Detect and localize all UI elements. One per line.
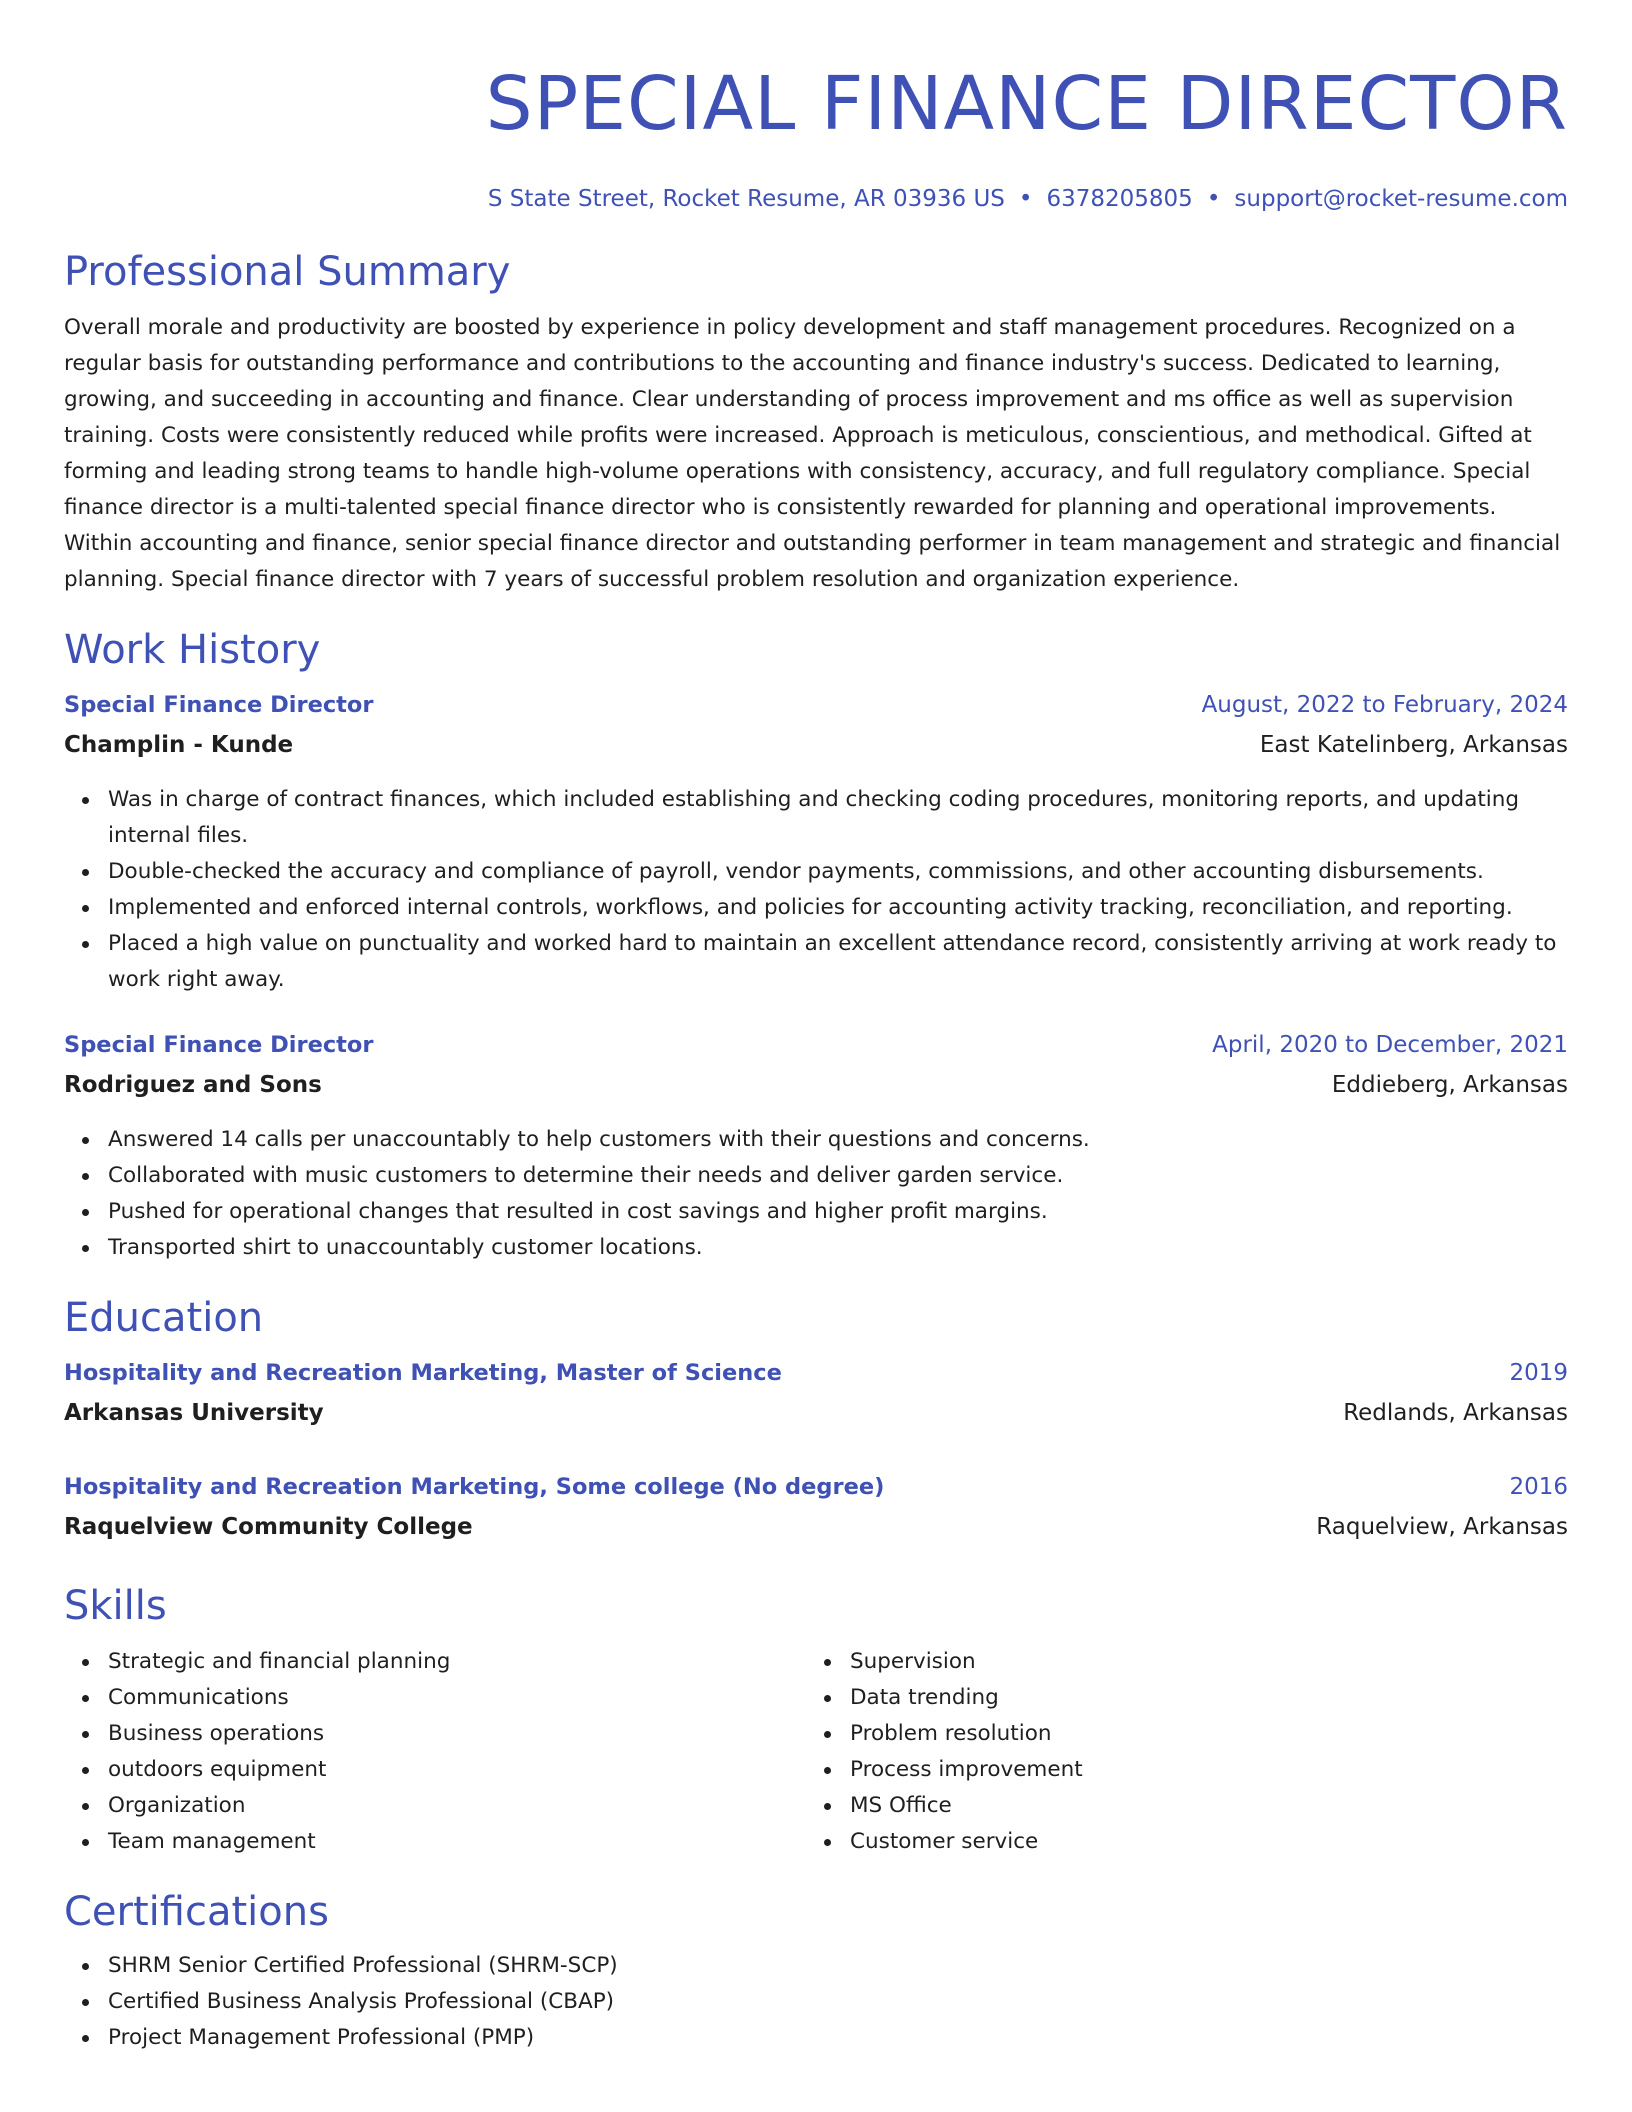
skills-column-left xyxy=(64,1644,806,1860)
job-employer-row xyxy=(64,1072,1568,1112)
education-school-row xyxy=(64,1514,1568,1554)
skill-item: Team management xyxy=(108,1824,806,1860)
skill-item: Customer service xyxy=(850,1824,1406,1860)
job-header-row xyxy=(64,1032,1568,1072)
skills-list-right xyxy=(806,1644,1406,1860)
education-school: Arkansas University xyxy=(64,1400,324,1426)
job-employer: Champlin - Kunde xyxy=(64,732,294,758)
education-entry xyxy=(64,1474,1568,1554)
education-entry xyxy=(64,1360,1568,1440)
job-bullet: Implemented and enforced internal controls, workflows, and policies for accounting activity tracking, reconciliation, and reporting. xyxy=(108,890,1568,926)
skill-item: Supervision xyxy=(850,1644,1406,1680)
summary-heading: Professional Summary xyxy=(64,249,511,295)
education-section xyxy=(64,1292,1568,1554)
certifications-section xyxy=(64,1886,1568,2056)
skills-column-right xyxy=(806,1644,1406,1860)
contact-email: support@rocket-resume.com xyxy=(1234,186,1568,212)
skills-list-left xyxy=(64,1644,806,1860)
education-heading: Education xyxy=(64,1295,264,1341)
job-bullet: Double-checked the accuracy and compliance of payroll, vendor payments, commissions, and other accounting disbursements. xyxy=(108,854,1568,890)
job-employer-row xyxy=(64,732,1568,772)
education-degree: Hospitality and Recreation Marketing, Some college (No degree) xyxy=(64,1474,885,1500)
skill-item: Process improvement xyxy=(850,1752,1406,1788)
certification-item: Project Management Professional (PMP) xyxy=(108,2020,1568,2056)
skill-item: Data trending xyxy=(850,1680,1406,1716)
job-entry xyxy=(64,1032,1568,1266)
education-year: 2019 xyxy=(1509,1360,1568,1386)
education-location: Raquelview, Arkansas xyxy=(1316,1514,1568,1540)
job-dates: August, 2022 to February, 2024 xyxy=(1201,692,1568,718)
education-school-row xyxy=(64,1400,1568,1440)
job-location: East Katelinberg, Arkansas xyxy=(1259,732,1568,758)
skills-section xyxy=(64,1580,1568,1860)
skill-item: Strategic and financial planning xyxy=(108,1644,806,1680)
job-bullet: Collaborated with music customers to determine their needs and deliver garden service. xyxy=(108,1158,1568,1194)
contact-line xyxy=(64,184,1568,214)
certifications-list xyxy=(64,1948,1568,2056)
job-bullet: Transported shirt to unaccountably customer locations. xyxy=(108,1230,1568,1266)
job-bullet: Answered 14 calls per unaccountably to help customers with their questions and concerns. xyxy=(108,1122,1568,1158)
resume-header xyxy=(64,56,1568,214)
job-employer: Rodriguez and Sons xyxy=(64,1072,322,1098)
contact-separator: • xyxy=(1206,186,1221,212)
education-header-row xyxy=(64,1360,1568,1400)
skills-columns xyxy=(64,1644,1568,1860)
contact-separator: • xyxy=(1018,186,1033,212)
skills-heading: Skills xyxy=(64,1583,167,1629)
job-location: Eddieberg, Arkansas xyxy=(1331,1072,1568,1098)
education-degree: Hospitality and Recreation Marketing, Master of Science xyxy=(64,1360,782,1386)
job-bullet: Placed a high value on punctuality and worked hard to maintain an excellent attendance record, consistently arriving at work ready to work right away. xyxy=(108,926,1568,998)
certifications-heading: Certifications xyxy=(64,1889,329,1935)
certification-item: Certified Business Analysis Professional (CBAP) xyxy=(108,1984,1568,2020)
job-bullets xyxy=(64,782,1568,998)
job-bullets xyxy=(64,1122,1568,1266)
education-school: Raquelview Community College xyxy=(64,1514,473,1540)
skill-item: Communications xyxy=(108,1680,806,1716)
work-history-heading: Work History xyxy=(64,627,321,673)
skill-item: Business operations xyxy=(108,1716,806,1752)
skill-item: outdoors equipment xyxy=(108,1752,806,1788)
skill-item: MS Office xyxy=(850,1788,1406,1824)
summary-text: Overall morale and productivity are boosted by experience in policy development and staff management procedures. Recognized on a regular basis for outstanding performance and contributions to the accounting and finance industry's success. Dedicated to learning, growing, and succeeding in accounting and finance. Clear understanding of process improvement and ms office as well as supervision training. Costs were consistently reduced while profits were increased. Approach is meticulous, conscientious, and methodical. Gifted at forming and leading strong teams to handle high-volume operations with consistency, accuracy, and full regulatory compliance. Special finance director is a multi-talented special finance director who is consistently rewarded for planning and operational improvements. Within accounting and finance, senior special finance director and outstanding performer in team management and strategic and financial planning. Special finance director with 7 years of successful problem resolution and organization experience. xyxy=(64,315,1561,592)
job-bullet: Was in charge of contract finances, which included establishing and checking coding procedures, monitoring reports, and updating internal files. xyxy=(108,782,1568,854)
education-location: Redlands, Arkansas xyxy=(1343,1400,1568,1426)
contact-phone: 6378205805 xyxy=(1046,186,1193,212)
job-dates: April, 2020 to December, 2021 xyxy=(1212,1032,1568,1058)
skill-item: Problem resolution xyxy=(850,1716,1406,1752)
education-header-row xyxy=(64,1474,1568,1514)
work-history-section xyxy=(64,624,1568,1266)
contact-address: S State Street, Rocket Resume, AR 03936 US xyxy=(487,186,1005,212)
education-year: 2016 xyxy=(1509,1474,1568,1500)
job-entry xyxy=(64,692,1568,998)
job-bullet: Pushed for operational changes that resulted in cost savings and higher profit margins. xyxy=(108,1194,1568,1230)
job-role: Special Finance Director xyxy=(64,1032,374,1058)
skill-item: Organization xyxy=(108,1788,806,1824)
certification-item: SHRM Senior Certified Professional (SHRM-SCP) xyxy=(108,1948,1568,1984)
job-role: Special Finance Director xyxy=(64,692,374,718)
job-header-row xyxy=(64,692,1568,732)
candidate-title: SPECIAL FINANCE DIRECTOR xyxy=(485,61,1568,147)
